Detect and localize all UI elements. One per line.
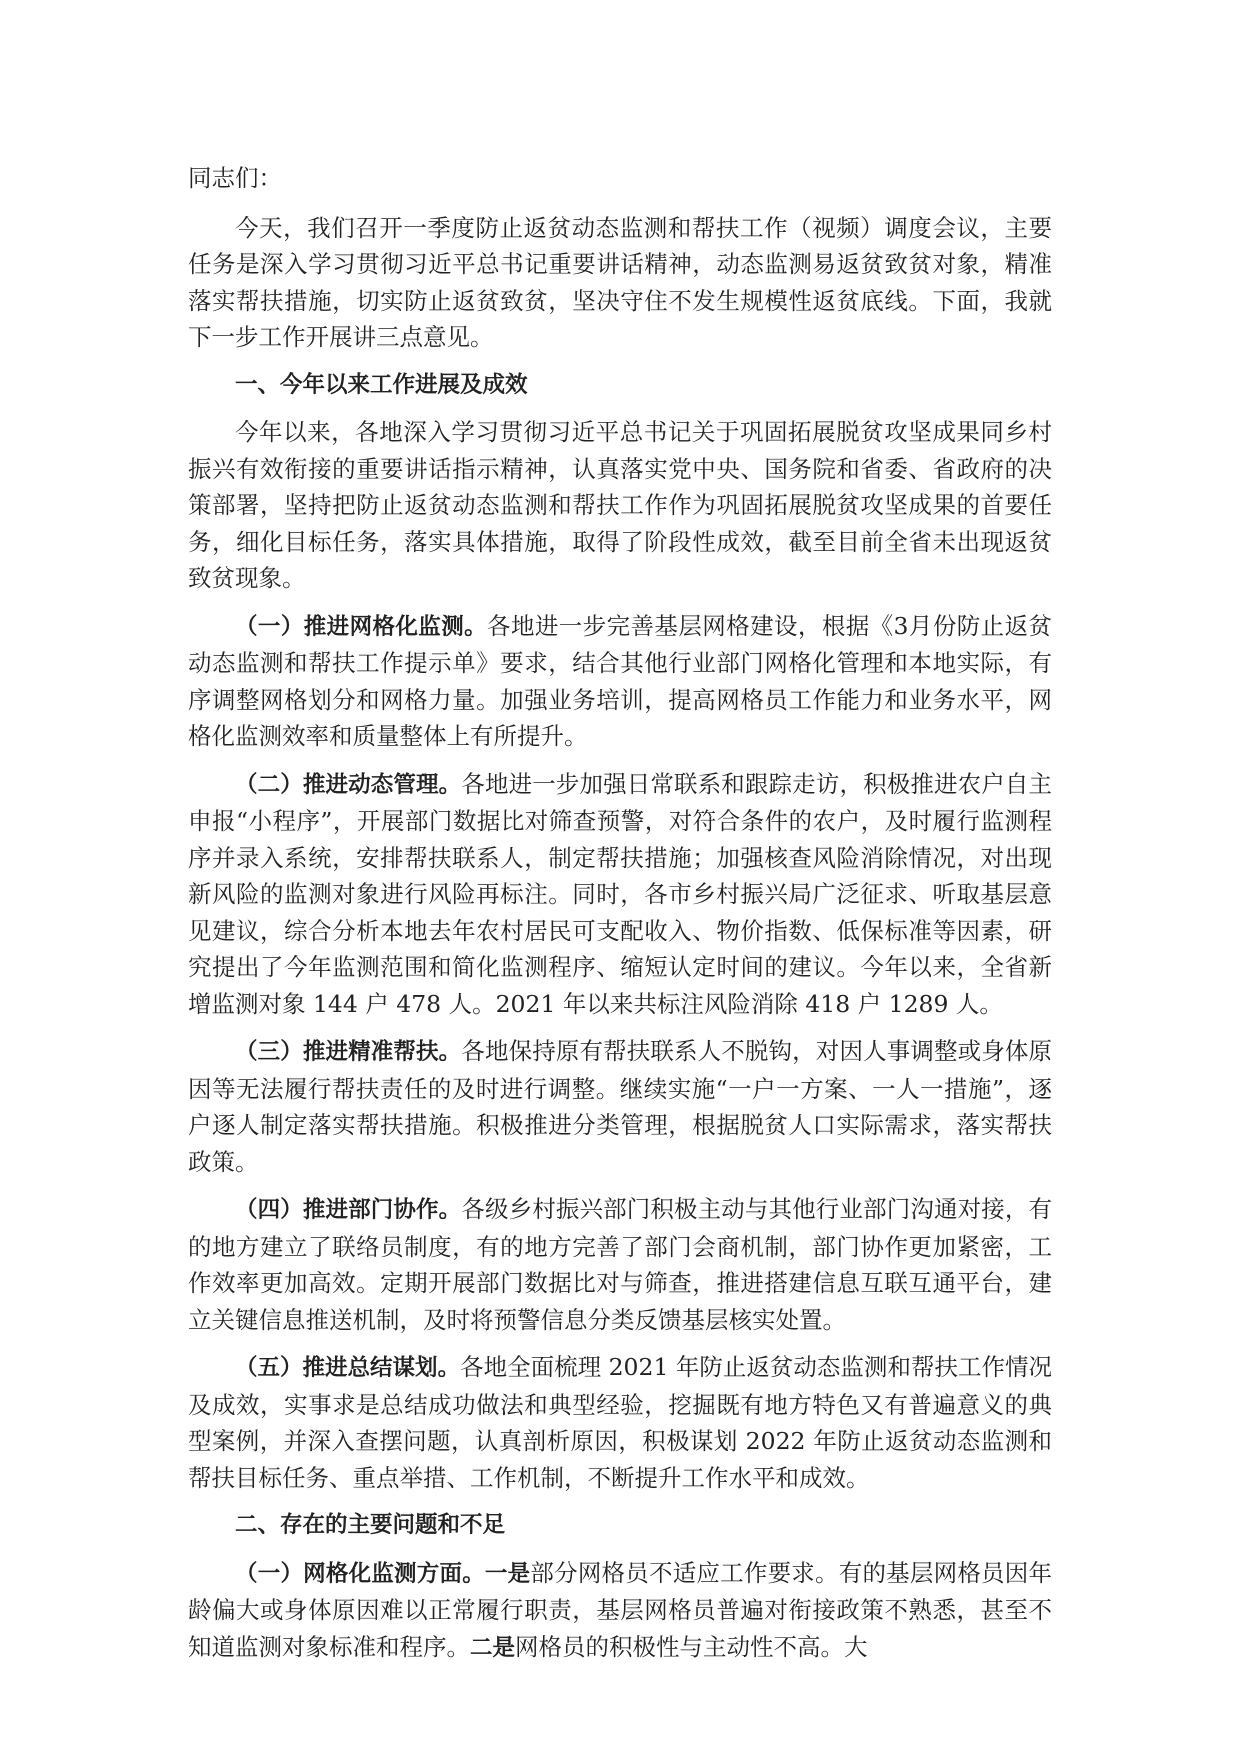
salutation: 同志们： <box>188 164 282 192</box>
item-text: 各地保持原有帮扶联系人不脱钩，对因人事调整或身体原因等无法履行帮扶责任的及时进行调整。继续实施“一户一方案、一人一措施”，逐户逐人制定落实帮扶措施。积极推进分类管理，根据脱贫人口实际需求，落实帮扶政策。 <box>188 1037 1052 1176</box>
item-lead: 一是 <box>484 1560 531 1587</box>
item-text: 部分网格员不适应工作要求。有的基层网格员因年龄偏大或身体原因难以正常履行职责，基层网格员普遍对衔接政策不熟悉，甚至不知道监测对象标准和程序。 <box>188 1558 1052 1661</box>
item-text: 各地全面梳理 2021 年防止返贫动态监测和帮扶工作情况及成效，实事求是总结成功做法和典型经验，挖掘既有地方特色又有普遍意义的典型案例，并深入查摆问题，认真剖析原因，积极谋划 2022 年防止返贫动态监测和帮扶目标任务、重点举措、工作机制，不断提升工作水平和成效。 <box>188 1353 1052 1492</box>
item-title: （三）推进精准帮扶。 <box>235 1039 462 1065</box>
section2-item-1 <box>188 1555 1052 1667</box>
section1-item-2 <box>188 766 1052 1023</box>
section1-overview: 今年以来，各地深入学习贯彻习近平总书记关于巩固拓展脱贫攻坚成果同乡村振兴有效衔接的重要讲话指示精神，认真落实党中央、国务院和省委、省政府的决策部署，坚持把防止返贫动态监测和帮扶工作作为巩固拓展脱贫攻坚成果的首要任务，细化目标任务，落实具体措施，取得了阶段性成效，截至目前全省未出现返贫致贫现象。 <box>188 418 1052 592</box>
section1-item-4 <box>188 1191 1052 1338</box>
section-heading-1: 一、今年以来工作进展及成效 <box>235 371 528 398</box>
item-title: （一）网格化监测方面。 <box>235 1560 485 1587</box>
item-title: （四）推进部门协作。 <box>235 1197 462 1223</box>
item-text: 各地进一步加强日常联系和跟踪走访，积极推进农户自主申报“小程序”，开展部门数据比对筛查预警，对符合条件的农户，及时履行监测程序并录入系统，安排帮扶联系人，制定帮扶措施；加强核查风险消除情况，对出现新风险的监测对象进行风险再标注。同时，各市乡村振兴局广泛征求、听取基层意见建议，综合分析本地去年农村居民可支配收入、物价指数、低保标准等因素，研究提出了今年监测范围和简化监测程序、缩短认定时间的建议。今年以来，全省新增监测对象 144 户 478 人。2021 年以来共标注风险消除 418 户 1289 人。 <box>188 769 1052 1018</box>
document-page <box>188 160 1052 1677</box>
item-text: 各地进一步完善基层网格建设，根据《3月份防止返贫动态监测和帮扶工作提示单》要求，结合其他行业部门网格化管理和本地实际，有序调整网格划分和网格力量。加强业务培训，提高网格员工作能力和业务水平，网格化监测效率和质量整体上有所提升。 <box>188 611 1052 750</box>
item-title: （一）推进网格化监测。 <box>235 613 488 640</box>
intro-paragraph: 今天，我们召开一季度防止返贫动态监测和帮扶工作（视频）调度会议，主要任务是深入学习贯彻习近平总书记重要讲话精神，动态监测易返贫致贫对象，精准落实帮扶措施，切实防止返贫致贫，坚决守住不发生规模性返贫底线。下面，我就下一步工作开展讲三点意见。 <box>188 213 1052 351</box>
section1-item-3 <box>188 1033 1052 1180</box>
item-title: （五）推进总结谋划。 <box>235 1355 461 1381</box>
item-title: （二）推进动态管理。 <box>235 771 462 798</box>
section-heading-2: 二、存在的主要问题和不足 <box>235 1512 506 1538</box>
item-text: 各级乡村振兴部门积极主动与其他行业部门沟通对接，有的地方建立了联络员制度，有的地方完善了部门会商机制，部门协作更加紧密，工作效率更加高效。定期开展部门数据比对与筛查，推进搭建信息互联互通平台，建立关键信息推送机制，及时将预警信息分类反馈基层核实处置。 <box>188 1195 1052 1334</box>
item-text: 网格员的积极性与主动性不高。大 <box>515 1632 868 1661</box>
item-lead: 二是 <box>470 1634 516 1661</box>
section1-item-5 <box>188 1349 1052 1496</box>
section1-item-1 <box>188 608 1052 755</box>
